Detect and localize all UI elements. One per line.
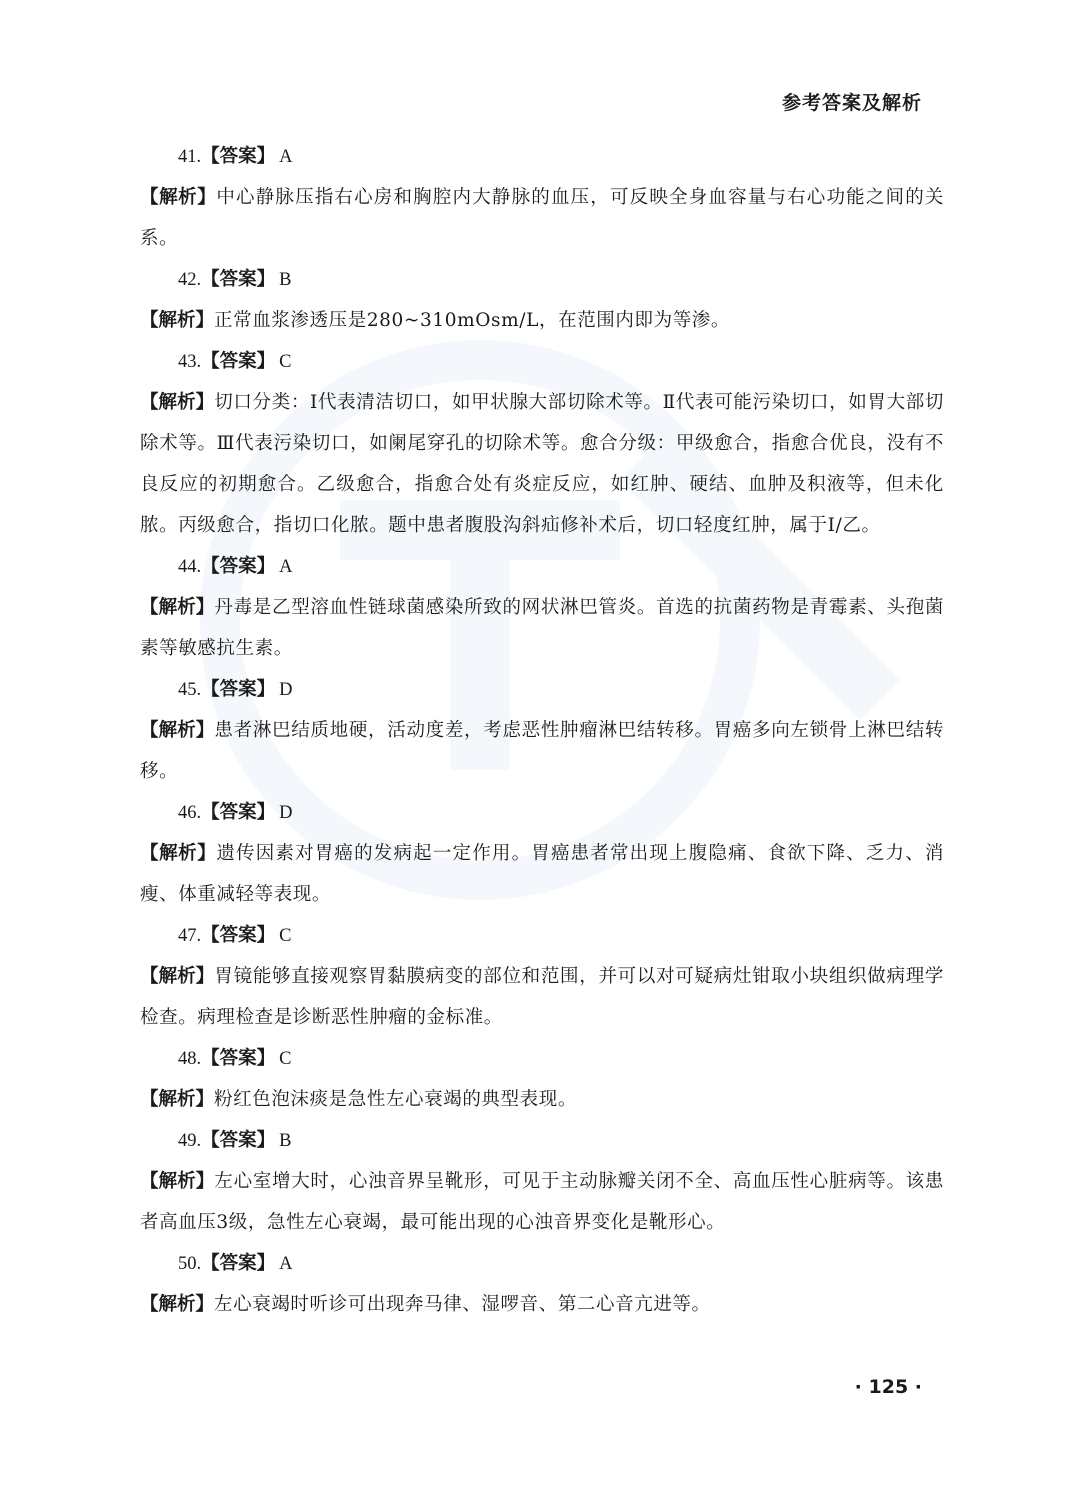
question-number: 46. — [178, 803, 202, 823]
explanation-label: 【解析】 — [140, 597, 215, 618]
entry-46 — [140, 792, 944, 915]
explanation — [140, 710, 944, 792]
answer-value: D — [279, 680, 293, 700]
explanation — [140, 1079, 944, 1120]
entry-50 — [140, 1243, 944, 1325]
answer-line — [140, 136, 944, 177]
answer-value: C — [279, 352, 292, 372]
explanation — [140, 956, 944, 1038]
entry-45 — [140, 669, 944, 792]
explanation-text: 左心室增大时，心浊音界呈靴形，可见于主动脉瓣关闭不全、高血压性心脏病等。该患者高血压3级，急性左心衰竭，最可能出现的心浊音界变化是靴形心。 — [140, 1171, 944, 1233]
answer-line — [140, 915, 944, 956]
question-number: 45. — [178, 680, 202, 700]
answer-label: 【答案】 — [201, 1130, 276, 1151]
answer-line — [140, 792, 944, 833]
explanation-label: 【解析】 — [140, 1294, 215, 1315]
answer-label: 【答案】 — [201, 146, 276, 167]
answer-label: 【答案】 — [201, 802, 276, 823]
explanation-text: 切口分类：Ⅰ代表清洁切口，如甲状腺大部切除术等。Ⅱ代表可能污染切口，如胃大部切除术等。Ⅲ代表污染切口，如阑尾穿孔的切除术等。愈合分级：甲级愈合，指愈合优良，没有不良反应的初期愈合。乙级愈合，指愈合处有炎症反应，如红肿、硬结、血肿及积液等，但未化脓。丙级愈合，指切口化脓。题中患者腹股沟斜疝修补术后，切口轻度红肿，属于Ⅰ/乙。 — [140, 392, 944, 536]
question-number: 42. — [178, 270, 202, 290]
entry-42 — [140, 259, 944, 341]
answer-line — [140, 669, 944, 710]
answer-line — [140, 546, 944, 587]
explanation-label: 【解析】 — [140, 310, 215, 331]
explanation — [140, 177, 944, 259]
explanation-label: 【解析】 — [140, 966, 215, 987]
running-header: 参考答案及解析 — [781, 92, 922, 114]
explanation-text: 胃镜能够直接观察胃黏膜病变的部位和范围，并可以对可疑病灶钳取小块组织做病理学检查。病理检查是诊断恶性肿瘤的金标准。 — [140, 966, 944, 1028]
explanation-text: 遗传因素对胃癌的发病起一定作用。胃癌患者常出现上腹隐痛、食欲下降、乏力、消瘦、体重减轻等表现。 — [140, 843, 944, 905]
answer-label: 【答案】 — [201, 556, 276, 577]
entry-41 — [140, 136, 944, 259]
explanation-text: 中心静脉压指右心房和胸腔内大静脉的血压，可反映全身血容量与右心功能之间的关系。 — [140, 187, 944, 249]
entry-47 — [140, 915, 944, 1038]
answer-value: B — [279, 270, 292, 290]
explanation-label: 【解析】 — [140, 1089, 215, 1110]
question-number: 44. — [178, 557, 202, 577]
entry-48 — [140, 1038, 944, 1120]
answer-value: B — [279, 1131, 292, 1151]
answer-line — [140, 1038, 944, 1079]
question-number: 48. — [178, 1049, 202, 1069]
explanation — [140, 1284, 944, 1325]
answer-line — [140, 1120, 944, 1161]
answer-line — [140, 259, 944, 300]
page-number: · 125 · — [854, 1376, 922, 1398]
answer-line — [140, 1243, 944, 1284]
answer-label: 【答案】 — [201, 1253, 276, 1274]
explanation-label: 【解析】 — [140, 843, 217, 864]
explanation-text: 丹毒是乙型溶血性链球菌感染所致的网状淋巴管炎。首选的抗菌药物是青霉素、头孢菌素等敏感抗生素。 — [140, 597, 944, 659]
question-number: 41. — [178, 147, 202, 167]
explanation — [140, 300, 944, 341]
answer-line — [140, 341, 944, 382]
explanation-text: 左心衰竭时听诊可出现奔马律、湿啰音、第二心音亢进等。 — [214, 1294, 711, 1315]
question-number: 47. — [178, 926, 202, 946]
entry-49 — [140, 1120, 944, 1243]
answer-label: 【答案】 — [201, 679, 276, 700]
answer-label: 【答案】 — [201, 925, 276, 946]
explanation — [140, 382, 944, 546]
explanation — [140, 1161, 944, 1243]
explanation-label: 【解析】 — [140, 1171, 215, 1192]
explanation-label: 【解析】 — [140, 392, 215, 413]
answer-value: C — [279, 926, 292, 946]
answer-label: 【答案】 — [201, 269, 276, 290]
entry-44 — [140, 546, 944, 669]
explanation-text: 正常血浆渗透压是280~310mOsm/L，在范围内即为等渗。 — [214, 310, 731, 331]
entry-43 — [140, 341, 944, 546]
explanation-text: 患者淋巴结质地硬，活动度差，考虑恶性肿瘤淋巴结转移。胃癌多向左锁骨上淋巴结转移。 — [140, 720, 944, 782]
answer-value: C — [279, 1049, 292, 1069]
answer-label: 【答案】 — [201, 351, 276, 372]
answer-value: A — [279, 557, 293, 577]
question-number: 43. — [178, 352, 202, 372]
explanation — [140, 587, 944, 669]
explanation-text: 粉红色泡沫痰是急性左心衰竭的典型表现。 — [214, 1089, 577, 1110]
answer-label: 【答案】 — [201, 1048, 276, 1069]
answer-value: A — [279, 147, 293, 167]
explanation — [140, 833, 944, 915]
explanation-label: 【解析】 — [140, 187, 217, 208]
answer-value: A — [279, 1254, 293, 1274]
answer-list — [140, 136, 944, 1325]
explanation-label: 【解析】 — [140, 720, 215, 741]
question-number: 50. — [178, 1254, 202, 1274]
question-number: 49. — [178, 1131, 202, 1151]
answer-value: D — [279, 803, 293, 823]
